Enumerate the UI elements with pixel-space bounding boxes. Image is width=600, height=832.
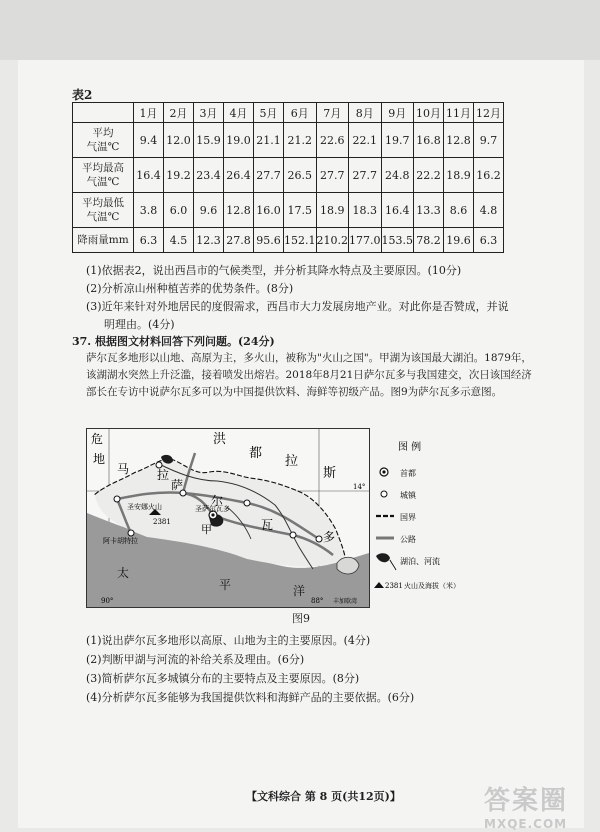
table-cell: 16.2 — [474, 158, 504, 193]
table-row — [73, 193, 504, 228]
row-label — [73, 158, 134, 193]
country-label: 尔 — [211, 494, 224, 508]
river-icon — [390, 560, 396, 570]
table-cell: 27.7 — [316, 158, 349, 193]
table-row — [73, 228, 504, 253]
month-header: 10月 — [414, 103, 444, 123]
table-cell: 95.6 — [254, 228, 284, 253]
question-36-1: (1)依据表2，说出西昌市的气候类型，并分析其降水特点及主要原因。(10分) — [86, 264, 462, 277]
row-label-line: 平均 — [92, 127, 114, 139]
question-36-3-cont: 明理由。(4分) — [104, 318, 175, 331]
map-legend — [372, 428, 478, 606]
legend-label: 国界 — [400, 513, 416, 522]
legend-label: 首都 — [400, 469, 416, 478]
row-label-line: 平均最高 — [82, 162, 124, 174]
country-label: 多 — [323, 530, 336, 544]
legend-label: 公路 — [400, 535, 416, 544]
table-header-row — [73, 103, 504, 123]
table-cell: 18.9 — [316, 193, 349, 228]
table-cell: 8.6 — [444, 193, 474, 228]
table-caption: 表2 — [72, 88, 93, 102]
table-cell: 78.2 — [414, 228, 444, 253]
ocean-label: 太 — [117, 566, 130, 580]
honduras-label: 洪 — [213, 432, 227, 447]
table-cell: 21.1 — [254, 123, 284, 158]
row-label — [73, 193, 134, 228]
town-icon — [290, 532, 296, 538]
table-cell: 4.8 — [474, 193, 504, 228]
watermark — [484, 780, 568, 831]
table-cell: 16.8 — [414, 123, 444, 158]
month-header: 4月 — [224, 103, 254, 123]
climate-table — [72, 102, 504, 253]
row-label: 降雨量mm — [73, 228, 134, 253]
el-salvador-map — [86, 428, 370, 608]
legend-label: 湖泊、河流 — [400, 557, 440, 566]
table-cell: 22.6 — [316, 123, 349, 158]
row-label — [73, 123, 134, 158]
table-cell: 15.9 — [194, 123, 224, 158]
table-cell: 16.4 — [134, 158, 164, 193]
honduras-label: 斯 — [323, 466, 337, 481]
month-header: 7月 — [316, 103, 349, 123]
question-37-4: (4)分析萨尔瓦多能够为我国提供饮料和海鲜产品的主要依据。(6分) — [86, 691, 415, 704]
table-cell: 19.7 — [381, 123, 414, 158]
lake-river-icon — [376, 553, 390, 562]
capital-dot — [382, 470, 385, 473]
month-header: 12月 — [474, 103, 504, 123]
month-header: 2月 — [164, 103, 194, 123]
legend-volcano-value: 2381 — [385, 582, 403, 590]
month-header: 8月 — [349, 103, 382, 123]
table-cell: 9.7 — [474, 123, 504, 158]
table-cell: 4.5 — [164, 228, 194, 253]
guatemala-label: 地 — [93, 452, 106, 466]
question-36-2: (2)分析凉山州种植苦荞的优势条件。(8分) — [86, 282, 294, 295]
guatemala-label: 马 — [117, 462, 130, 476]
volcano-name-label: 圣安娜火山 — [127, 503, 162, 511]
month-header: 6月 — [284, 103, 317, 123]
table-cell: 177.0 — [349, 228, 382, 253]
table-cell: 12.8 — [224, 193, 254, 228]
guatemala-label: 危 — [91, 432, 104, 446]
page-footer: 【文科综合 第 8 页(共12页)】 — [246, 790, 401, 803]
town-label: 阿卡胡特拉 — [103, 537, 138, 545]
longitude-label: 90° — [101, 597, 114, 605]
legend-label: 城镇 — [400, 491, 416, 500]
table-cell: 19.0 — [224, 123, 254, 158]
table-cell: 19.2 — [164, 158, 194, 193]
capital-label: 圣萨尔瓦多 — [195, 505, 230, 513]
table-cell: 3.8 — [134, 193, 164, 228]
question-37-2: (2)判断甲湖与河流的补给关系及理由。(6分) — [86, 653, 305, 666]
country-label: 瓦 — [261, 518, 274, 532]
table-cell: 22.1 — [349, 123, 382, 158]
table-cell: 27.7 — [349, 158, 382, 193]
question-37-heading: 37. 根据图文材料回答下列问题。(24分) — [72, 335, 275, 348]
row-label-line: 气温℃ — [86, 211, 120, 223]
watermark-sub: MXQE.COM — [484, 817, 568, 831]
town-icon — [244, 500, 250, 506]
table-cell: 19.6 — [444, 228, 474, 253]
table-cell: 21.2 — [284, 123, 317, 158]
table-cell: 12.3 — [194, 228, 224, 253]
table-cell: 6.3 — [474, 228, 504, 253]
table-row — [73, 123, 504, 158]
watermark-main: 答案圈 — [484, 786, 569, 816]
question-37-passage: 萨尔瓦多地形以山地、高原为主，多火山，被称为"火山之国"。甲湖为该国最大湖泊。1879年，该湖湖水突然上升泛滥，接着喷发出熔岩。2018年8月21日萨尔瓦多与我国建交，次日该国经济部长在专访中说萨尔瓦多可以为中国提供饮料、海鲜等初级产品。图9为萨尔瓦多示意图。 — [86, 352, 532, 398]
town-icon — [128, 530, 134, 536]
table-cell: 17.5 — [284, 193, 317, 228]
table-row — [73, 158, 504, 193]
table-cell: 27.7 — [254, 158, 284, 193]
month-header: 11月 — [444, 103, 474, 123]
month-header: 9月 — [381, 103, 414, 123]
table-cell: 152.1 — [284, 228, 317, 253]
table-cell: 18.9 — [444, 158, 474, 193]
table-cell: 9.6 — [194, 193, 224, 228]
honduras-label: 都 — [249, 446, 263, 461]
volcano-icon — [374, 582, 384, 588]
table-cell: 26.5 — [284, 158, 317, 193]
month-header: 5月 — [254, 103, 284, 123]
table-cell: 23.4 — [194, 158, 224, 193]
ocean-label: 洋 — [293, 584, 306, 598]
lake-label: 甲 — [201, 523, 212, 536]
guatemala-label: 拉 — [157, 468, 170, 482]
table-cell: 26.4 — [224, 158, 254, 193]
table-cell: 27.8 — [224, 228, 254, 253]
figure-caption: 图9 — [292, 612, 310, 625]
month-header: 1月 — [134, 103, 164, 123]
table-cell: 16.0 — [254, 193, 284, 228]
row-label-line: 平均最低 — [82, 197, 124, 209]
ocean-label: 平 — [219, 578, 232, 592]
legend-label: 火山及海拔（米） — [404, 582, 460, 590]
table-cell: 12.0 — [164, 123, 194, 158]
table-cell: 153.5 — [381, 228, 414, 253]
table-cell: 210.2 — [316, 228, 349, 253]
table-cell: 22.2 — [414, 158, 444, 193]
table-cell: 12.8 — [444, 123, 474, 158]
table-cell: 13.3 — [414, 193, 444, 228]
gulf-of-fonseca — [337, 557, 359, 574]
row-label-line: 气温℃ — [86, 141, 120, 153]
month-header: 3月 — [194, 103, 224, 123]
bay-label: 丰加歇湾 — [333, 598, 358, 605]
table-cell: 6.0 — [164, 193, 194, 228]
town-icon — [114, 496, 120, 502]
country-label: 萨 — [171, 478, 184, 492]
table-corner-cell — [73, 103, 134, 123]
question-37-3: (3)简析萨尔瓦多城镇分布的主要特点及主要原因。(8分) — [86, 672, 360, 685]
volcano-elevation-label: 2381 — [153, 518, 171, 526]
longitude-label: 88° — [311, 597, 324, 605]
honduras-label: 拉 — [285, 454, 299, 469]
town-icon — [316, 536, 322, 542]
question-37-1: (1)说出萨尔瓦多地形以高原、山地为主的主要原因。(4分) — [86, 634, 371, 647]
legend-title: 图 例 — [398, 442, 422, 453]
town-icon — [381, 491, 387, 497]
question-36-3: (3)近年来针对外地居民的度假需求，西昌市大力发展房地产业。对此你是否赞成，并说 — [86, 300, 509, 313]
latitude-label: 14° — [353, 483, 366, 491]
capital-dot — [211, 513, 214, 516]
row-label-line: 气温℃ — [86, 176, 120, 188]
table-cell: 9.4 — [134, 123, 164, 158]
table-cell: 18.3 — [349, 193, 382, 228]
table-cell: 16.4 — [381, 193, 414, 228]
scan-top-strip — [0, 0, 600, 60]
table-cell: 24.8 — [381, 158, 414, 193]
table-cell: 6.3 — [134, 228, 164, 253]
